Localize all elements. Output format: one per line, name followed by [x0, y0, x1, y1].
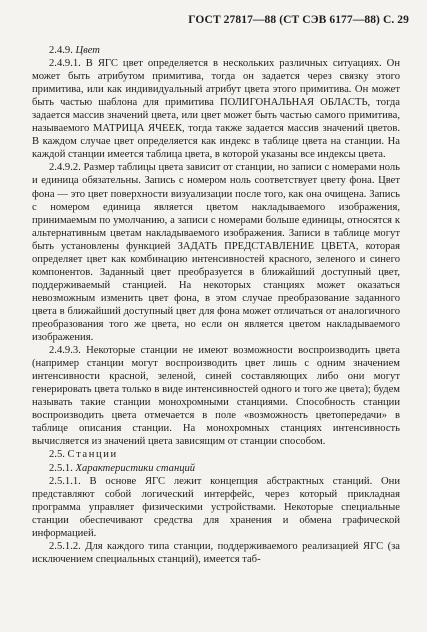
- paragraph-2-5-1-2: 2.5.1.2. Для каждого типа станции, поддерживаемого реализацией ЯГС (за исключением специальных станций), имеется таб-: [32, 540, 400, 565]
- paragraph-2-4-9-2: 2.4.9.2. Размер таблицы цвета зависит от станции, но записи с номерами ноль и единица обязательны. Запись с номером ноль соответствует цвету фона. Цвет фона — это цвет поверхности визуализации после того, как она очищена. Запись с номером единица является цветом накладываемого изображения, принимаемым по умолчанию, а записи с номерами больше единицы, относятся к альтернативным цветам накладываемого изображения. Записи в таблице могут быть установлены функцией ЗАДАТЬ ПРЕДСТАВЛЕНИЕ ЦВЕТА, которая определяет цвет как комбинацию интенсивностей красного, зеленого и синего компонентов. Заданный цвет преобразуется в ближайший доступный цвет, поддерживаемый станцией. На некоторых станциях может оказаться невозможным изменить цвет фона, в этом случае преобразование заданного цвета в ближайший доступный цвет для фона может отличаться от аналогичного преобразования того же цвета, но если он является цветом накладываемого изображения.: [32, 162, 400, 344]
- section-title: Цвет: [75, 45, 100, 56]
- section-2-4-9-heading: [32, 44, 400, 57]
- paragraph-2-4-9-1: 2.4.9.1. В ЯГС цвет определяется в нескольких различных ситуациях. Он может быть атрибутом примитива, тогда он задается через связку этого примитива, или как индивидуальный атрибут цвета этого примитива. Он может быть частью шаблона для примитива ПОЛИГОНАЛЬНАЯ ОБЛАСТЬ, тогда задается массив значений цвета, или цвет может быть частью самого примитива, называемого МАТРИЦА ЯЧЕЕК, тогда также задается массив значений цветов. В каждом случае цвет определяется как индекс в таблице цвета на станции. На каждой станции имеется таблица цвета, в которой указаны все индексы цвета.: [32, 58, 400, 161]
- page-header: ГОСТ 27817—88 (СТ СЭВ 6177—88) С. 29: [188, 14, 409, 26]
- paragraph-2-4-9-3: 2.4.9.3. Некоторые станции не имеют возможности воспроизводить цвета (например станции могут воспроизводить цвет лишь с одним значением интенсивности красной, зеленой, синей составляющих либо они могут генерировать цвета только в виде интенсивностей одного и того же цвета); будем называть такие станции монохромными станциями. Способность станции воспроизводить цвета отмечается в поле «возможность цветопередачи» в таблице описания станции. На монохромных станциях интенсивность вычисляется из значений цвета зависящим от станции способом.: [32, 345, 400, 448]
- section-number: 2.5.: [49, 449, 65, 461]
- section-number: 2.4.9.: [49, 45, 73, 56]
- section-title: Станции: [67, 449, 118, 461]
- document-body: [32, 44, 400, 566]
- section-2-5-1-heading: [32, 462, 400, 475]
- section-number: 2.5.1.: [49, 462, 73, 474]
- paragraph-2-5-1-1: 2.5.1.1. В основе ЯГС лежит концепция абстрактных станций. Они представляют собой логический интерфейс, через который прикладная программа управляет физическими устройствами. Некоторые специальные станции обеспечивают средства для хранения и обмена графической информацией.: [32, 475, 400, 539]
- section-title: Характеристики станций: [75, 462, 196, 474]
- section-2-5-heading: [32, 448, 400, 461]
